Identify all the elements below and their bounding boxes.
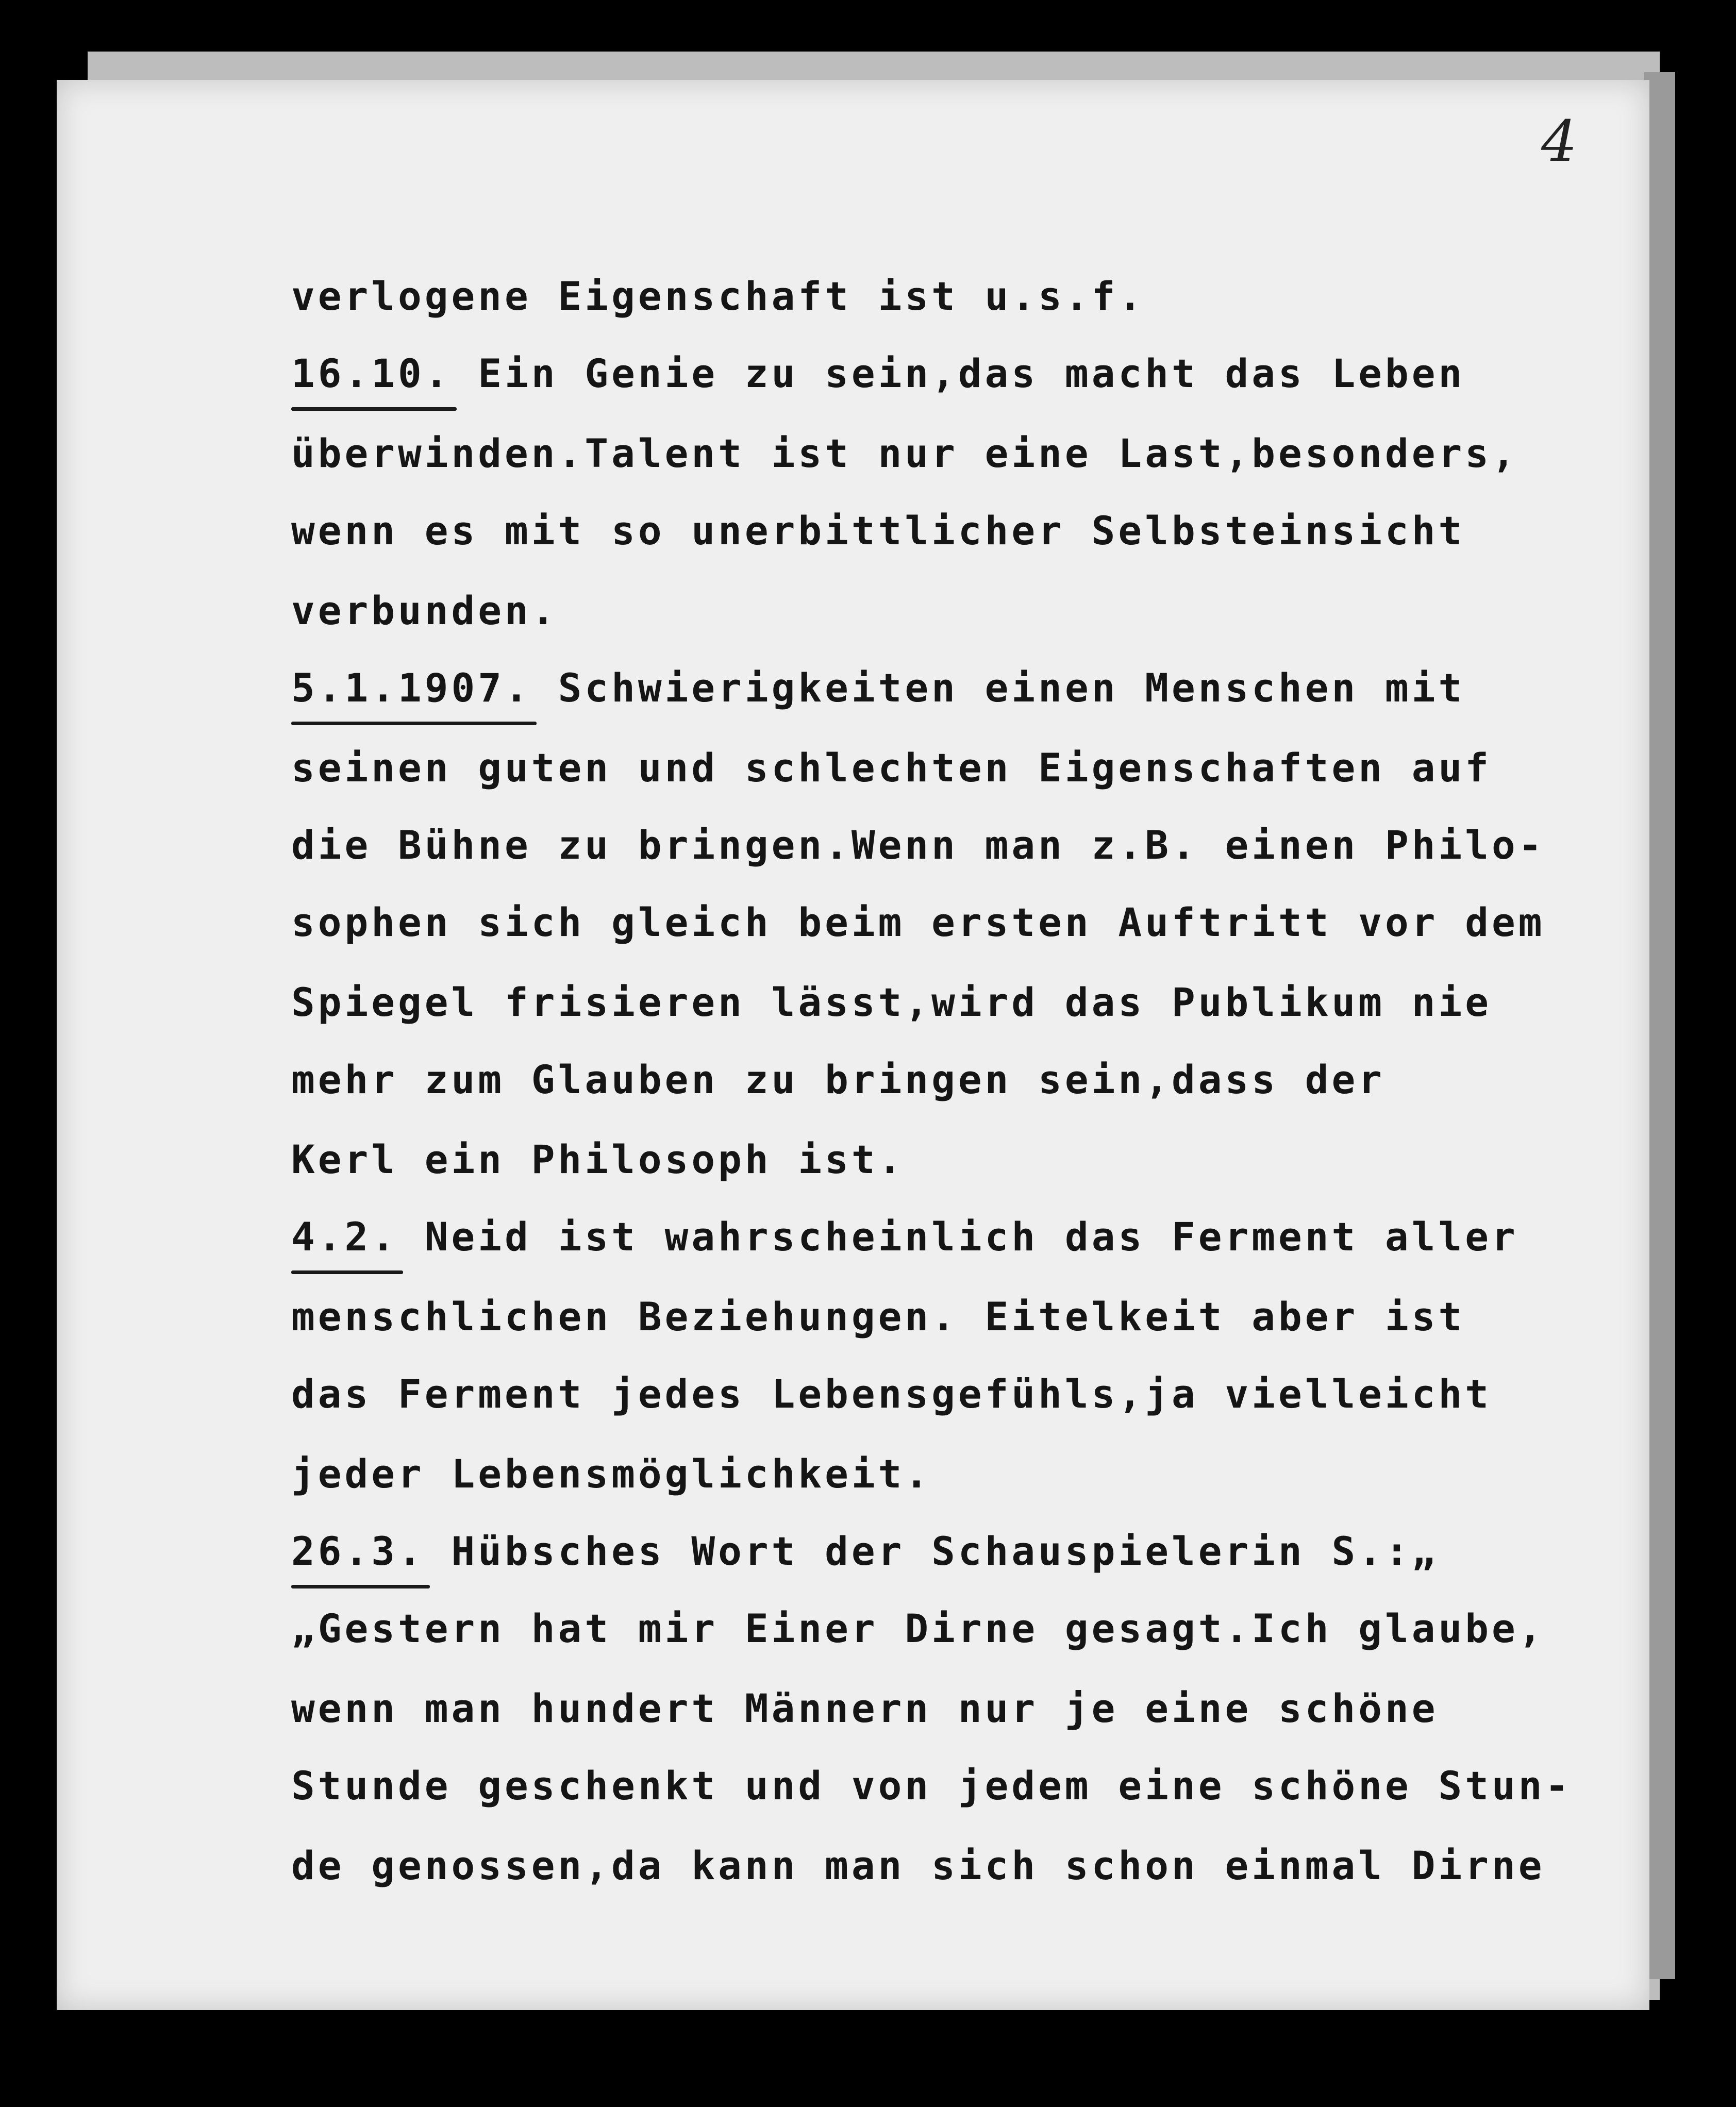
entry-date: 4.2. (291, 1214, 398, 1260)
text-line: Hübsches Wort der Schauspielerin S.:„ (451, 1528, 1439, 1574)
text-line: die Bühne zu bringen.Wenn man z.B. einen Philo- (291, 822, 1545, 868)
text-line: wenn man hundert Männern nur je eine schöne (291, 1685, 1439, 1731)
text-line: menschlichen Beziehungen. Eitelkeit aber ist (291, 1294, 1465, 1340)
entry-line (291, 1214, 1518, 1260)
text-line: Stunde geschenkt und von jedem eine schöne Stun- (291, 1763, 1572, 1809)
page-number: 4 (1541, 108, 1577, 174)
entry-line (291, 350, 1465, 396)
text-line: de genossen,da kann man sich schon einmal Dirne (291, 1843, 1545, 1888)
text-line: mehr zum Glauben zu bringen sein,dass der (291, 1057, 1385, 1102)
entry-date: 26.3. (291, 1528, 425, 1574)
text-line: seinen guten und schlechten Eigenschaften auf (291, 745, 1492, 791)
entry-date: 5.1.1907. (291, 665, 531, 711)
text-line: das Ferment jedes Lebensgefühls,ja vielleicht (291, 1371, 1492, 1417)
text-line: jeder Lebensmöglichkeit. (291, 1451, 932, 1497)
text-line: überwinden.Talent ist nur eine Last,besonders, (291, 430, 1518, 476)
entry-line (291, 1528, 1439, 1574)
entry-line (291, 665, 1465, 711)
text-line: verlogene Eigenschaft ist u.s.f. (291, 273, 1145, 319)
text-line: Spiegel frisieren lässt,wird das Publikum nie (291, 979, 1492, 1025)
text-line: Neid ist wahrscheinlich das Ferment aller (424, 1214, 1518, 1260)
text-line: „Gestern hat mir Einer Dirne gesagt.Ich glaube, (291, 1606, 1545, 1651)
text-line: Kerl ein Philosoph ist. (291, 1136, 905, 1182)
text-line: verbunden. (291, 588, 558, 633)
typewritten-page (57, 80, 1649, 2010)
entry-date: 16.10. (291, 350, 452, 396)
text-line: Ein Genie zu sein,das macht das Leben (478, 350, 1465, 396)
text-line: Schwierigkeiten einen Menschen mit (558, 665, 1465, 711)
text-line: wenn es mit so unerbittlicher Selbsteinsicht (291, 508, 1465, 554)
text-line: sophen sich gleich beim ersten Auftritt vor dem (291, 899, 1545, 945)
